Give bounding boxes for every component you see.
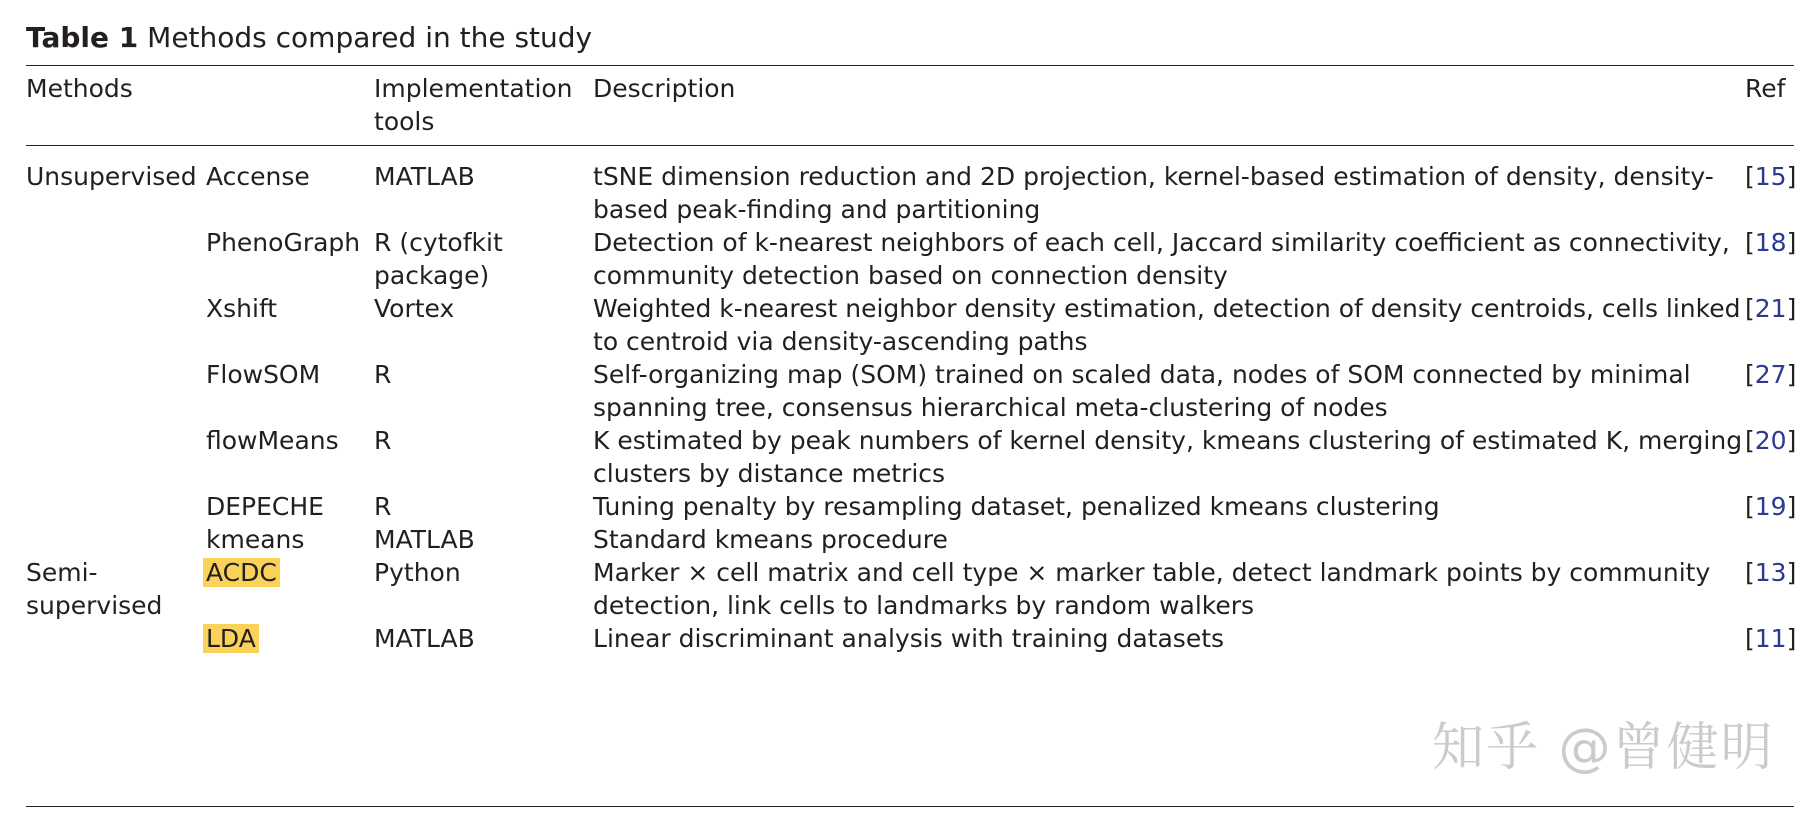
ref-cell: [13] [1745,558,1797,587]
method-cell: Xshift [206,294,278,323]
ref-cell [1745,523,1794,556]
ref-cell: [20] [1745,426,1797,455]
highlighted-method: LDA [203,624,259,653]
ref-cell: [27] [1745,360,1797,389]
header-ref: Ref [1745,74,1786,103]
bottom-rule [26,806,1794,807]
table-row [26,490,1794,523]
category-cell [26,226,206,292]
table-row [26,622,1794,667]
header-tools: Implementation tools [374,74,573,136]
ref-link[interactable]: 27 [1754,360,1787,389]
ref-link[interactable]: 13 [1754,558,1787,587]
ref-link[interactable]: 21 [1754,294,1787,323]
ref-link[interactable]: 18 [1754,228,1787,257]
methods-table [26,66,1797,667]
category-cell: Unsupervised [26,162,197,191]
header-description: Description [593,74,736,103]
description-cell: Marker × cell matrix and cell type × marker table, detect landmark points by community detection, link cells to landmarks by random walkers [593,558,1711,620]
tool-cell: R [374,360,392,389]
ref-link[interactable]: 19 [1754,492,1787,521]
method-cell [206,556,374,622]
tool-cell: R [374,492,392,521]
description-cell: Weighted k-nearest neighbor density estimation, detection of density centroids, cells linked to centroid via density-ascending paths [593,294,1741,356]
method-cell: PhenoGraph [206,228,361,257]
method-cell: FlowSOM [206,360,321,389]
table-row [26,358,1794,424]
table-row [26,523,1794,556]
table-row [26,424,1794,490]
tool-cell: Vortex [374,294,455,323]
ref-cell: [18] [1745,228,1797,257]
highlighted-method: ACDC [203,558,280,587]
table-number: Table 1 [26,21,139,54]
description-cell: tSNE dimension reduction and 2D projection, kernel-based estimation of density, density-based peak-finding and partitioning [593,162,1714,224]
tool-cell: R [374,426,392,455]
method-cell [206,622,374,667]
zhihu-watermark [1432,718,1775,778]
method-cell: DEPECHE [206,492,324,521]
tool-cell: MATLAB [374,525,475,554]
header-methods: Methods [26,74,133,103]
description-cell: Detection of k-nearest neighbors of each cell, Jaccard similarity coefficient as connectivity, community detection based on connection density [593,228,1730,290]
description-cell: K estimated by peak numbers of kernel density, kmeans clustering of estimated K, merging clusters by distance metrics [593,426,1743,488]
ref-link[interactable]: 11 [1754,624,1787,653]
method-cell: Accense [206,162,310,191]
method-cell: kmeans [206,525,305,554]
tool-cell: MATLAB [374,624,475,653]
table-row [26,556,1794,622]
table-row [26,226,1794,292]
tool-cell: R (cytofkit package) [374,228,503,290]
description-cell: Tuning penalty by resampling dataset, penalized kmeans clustering [593,492,1440,521]
header-row [26,66,1794,152]
category-cell: Semi-supervised [26,558,163,620]
watermark-text: 知乎 @曾健明 [1432,718,1775,778]
ref-cell: [19] [1745,492,1797,521]
category-cell [26,358,206,424]
method-cell: flowMeans [206,426,339,455]
table-title: Methods compared in the study [147,21,593,54]
category-cell [26,424,206,490]
table-row [26,152,1794,226]
ref-cell: [15] [1745,162,1797,191]
table-row [26,292,1794,358]
category-cell [26,490,206,523]
category-cell [26,292,206,358]
ref-link[interactable]: 15 [1754,162,1787,191]
description-cell: Linear discriminant analysis with training datasets [593,624,1225,653]
ref-cell: [11] [1745,624,1797,653]
ref-cell: [21] [1745,294,1797,323]
tool-cell: MATLAB [374,162,475,191]
description-cell: Self-organizing map (SOM) trained on scaled data, nodes of SOM connected by minimal spanning tree, consensus hierarchical meta-clustering of nodes [593,360,1691,422]
category-cell [26,622,206,667]
table-caption [26,18,592,58]
ref-link[interactable]: 20 [1754,426,1787,455]
tool-cell: Python [374,558,461,587]
description-cell: Standard kmeans procedure [593,525,948,554]
category-cell [26,523,206,556]
